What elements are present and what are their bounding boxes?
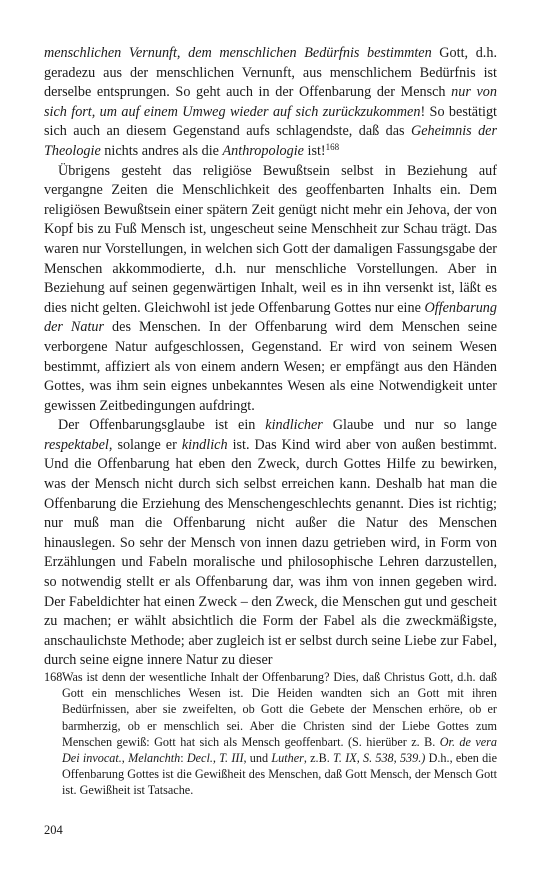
text-run: Der Offenbarungsglaube ist ein [58,417,266,434]
text-run: , solange er [108,436,182,453]
text-run: Was ist denn der wesentliche Inhalt der Offenbarung? Dies, daß Christus Gott, d.h. daß Gott ein menschliches Wesen ist. Die Heiden wandten sich an Gott mit ihren Bedürfnissen, aber sie zweifelten, ob Gott die Gebete der Menschen erhöre, ob er barmherzig, ob er menschlich sei. Aber die Christen sind der Liebe Gottes zum Menschen gewiß: Gott hat sich als Mensch geoffenbart. (S. hierüber z. B. [62,670,497,749]
footnote [44,669,497,799]
italic-run: nur von sich fort, um auf einem Umweg wieder auf sich zurückzukommen [44,84,497,120]
text-run: ! So bestätigt sich auch an diesem Gegenstand aufs schlagendste, daß das [44,103,498,140]
footnote-number: 168 [44,670,63,684]
paragraph [44,44,497,162]
italic-run: kindlicher [265,417,323,434]
text-run: , z.B. [303,751,334,766]
text-run: Glaube und nur so lange [322,417,497,434]
italic-run: respektabel [44,436,109,453]
page-body [44,44,497,671]
text-run: , und [243,751,272,766]
text-run: nichts andres als die [100,142,223,159]
text-run: : [180,751,187,766]
italic-run: T. IX, S. 538, 539.) [333,751,426,766]
italic-run: Decl., T. III [186,751,244,766]
text-run: des Menschen. In der Offenbarung wird dem Menschen seine verborgene Natur aufgeschlossen, Gegenstand. Er wird von seinem Wesen bestimmt, affiziert als von einem andern Wesen; er empfängt aus den Händen Gottes, was ihm sein eignes unbekanntes Wesen als eine Notwendigkeit unter gewissen Zeitbedingungen aufdringt. [44,319,497,414]
paragraph [44,416,497,671]
paragraph [44,162,497,417]
text-run: D.h., eben die Offenbarung Gottes ist die Gewißheit des Menschen, daß Gott Mensch, der Mensch Gott ist. Gewißheit ist Tatsache. [62,751,498,798]
italic-run: Geheimnis der Theologie [44,123,497,159]
text-run: ist. Das Kind wird aber von außen bestimmt. Und die Offenbarung hat eben den Zweck, durch Gottes Hilfe zu bewirken, was der Mensch nicht durch sich selbst erreichen kann. Deshalb hat man die Offenbarung die Erziehung des Menschengeschlechts genannt. Dies ist richtig; nur muß man die Offenbarung nicht außer die Natur des Menschen hinauslegen. So sehr der Mensch von innen dazu getrieben wird, in Form von Erzählungen und Fabeln moralische und philosophische Lehren darzustellen, so notwendig stellt er als Offenbarung dar, was ihm von innen gegeben wird. Der Fabeldichter hat einen Zweck – den Zweck, die Menschen gut und gescheit zu machen; er wählt absichtlich die Form der Fabel als die zweckmäßigste, anschaulichste Methode; aber zugleich ist er selbst durch seine Liebe zur Fabel, durch seine eigne innere Natur zu dieser [44,436,497,669]
italic-run: Offenbarung der Natur [44,299,497,336]
footnote-text [44,669,497,799]
page-number: 204 [44,823,63,837]
italic-run: kindlich [181,436,228,453]
text-run: Gott, d.h. geradezu aus der menschlichen Vernunft, aus menschlichem Bedürfnis ist derselbe entsprungen. So geht auch in der Offenbarung der Mensch [44,45,497,101]
italic-run: menschlichen Vernunft, dem menschlichen Bedürfnis bestimmten [44,45,432,61]
italic-run: Or. de vera Dei invocat. [62,734,497,766]
italic-run: Luther [271,751,304,766]
footnote-ref: 168 [325,141,340,152]
text-run: , [121,751,129,766]
text-run: ist! [303,142,326,159]
text-run: Übrigens gesteht das religiöse Bewußtsein selbst in Beziehung auf vergangne Zeiten die Menschlichkeit des geoffenbarten Inhalts ein. Dem religiösen Bewußtsein einer spätern Zeit genügt nicht mehr ein Jehova, der von Kopf bis zu Fuß Mensch ist, ungescheut seine Menschheit zur Schau trägt. Das waren nur Vorstellungen, in welchen sich Gott der damaligen Fassungsgabe der Menschen akkommodierte, d.h. nur menschliche Vorstellungen. Aber in Beziehung auf seinen gegenwärtigen Inhalt, weil es in ihn versenkt ist, läßt es dies nicht gelten. Gleichwohl ist jede Offenbarung Gottes nur eine [44,162,497,316]
italic-run: Melanchth [128,751,181,766]
main-text [44,44,497,671]
italic-run: Anthropologie [222,142,304,159]
